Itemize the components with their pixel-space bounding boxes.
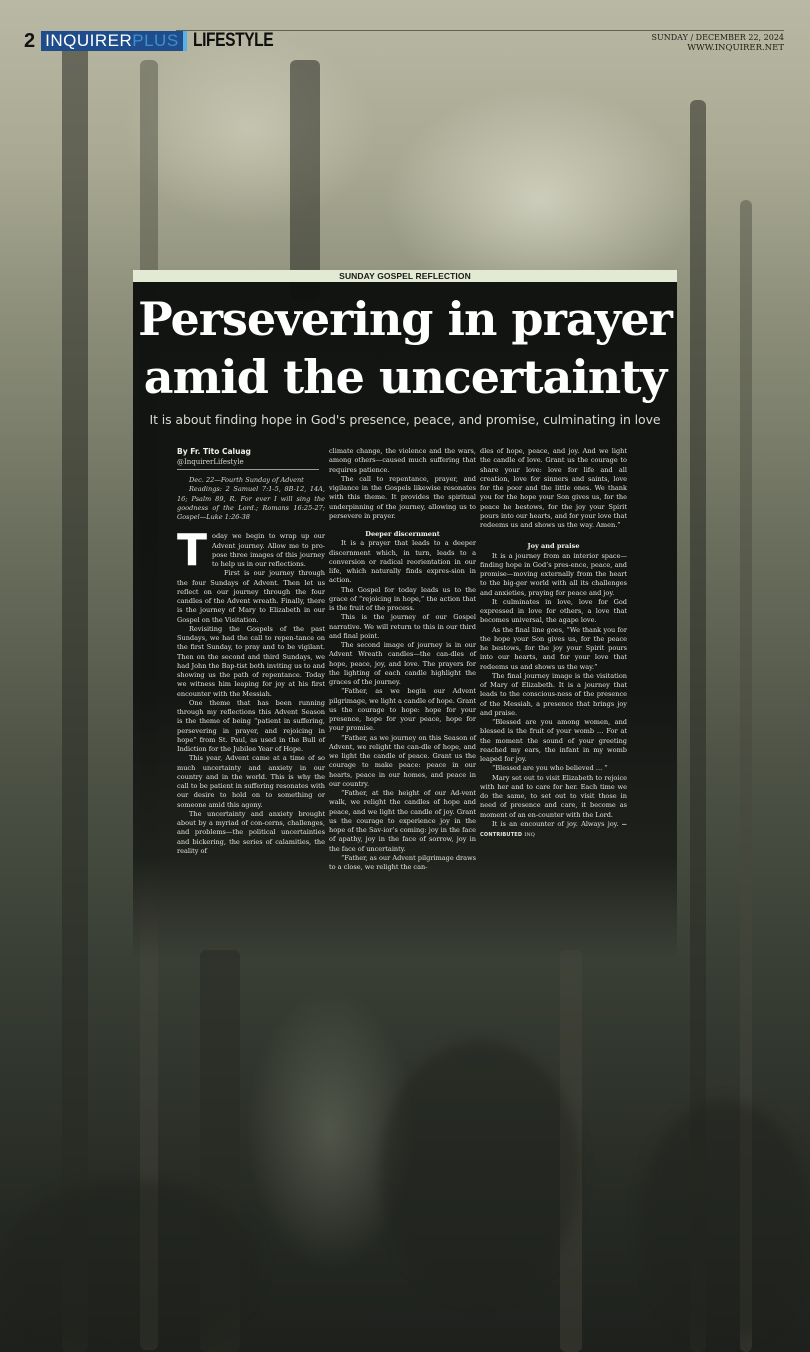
article-panel (133, 270, 677, 960)
paragraph: The final journey image is the visitation of Mary of Elizabeth. It is a journey that leads to the conscious-ness of the presence of the Messiah, a presence that brings joy and praise. (480, 671, 627, 717)
paragraph: oday we begin to wrap up our Advent journey. Allow me to pro-pose three images of this journey to help us in our reflections. (212, 532, 325, 568)
reading-list: Readings: 2 Samuel 7:1-5, 8B-12, 14A, 16; Psalm 89, R. For ever I will sing the goodness of the Lord.; Romans 16:25-27; Gospel—Luke 1:26-38 (177, 485, 325, 521)
paragraph: It is a prayer that leads to a deeper discernment which, in turn, leads to a conversion or radical reorientation in our life, which naturally finds expres-sion in action. (329, 539, 476, 585)
dateline (652, 32, 784, 54)
tree-trunk (290, 60, 320, 300)
subhead-deeper-discernment: Deeper discernment (365, 530, 440, 538)
paragraph: “Father, at the height of our Ad-vent walk, we relight the candles of hope and peace, and we light the candle of joy. Grant us the courage to experience joy in the hope of the Sav-ior’s coming: joy in the face of apathy, joy in the face of sorrow, joy in the face of uncertainty. (329, 789, 476, 853)
article-columns (177, 447, 627, 872)
reading-date: Dec. 22—Fourth Sunday of Advent (189, 476, 304, 484)
paragraph: One theme that has been running through my reflections this Advent Season is the theme of being “patient in suffering, persevering in prayer, and rejoicing in hope” from St. Paul, as used in the Bull of Indiction for the Jubilee Year of Hope. (177, 698, 325, 753)
paragraph: “Father, as our Advent pilgrimage draws to a close, we relight the can- (329, 853, 477, 871)
paragraph: The second image of journey is in our Advent Wreath candles—the can-dles of hope, peace, joy, and love. The prayers for the lighting of each candle highlight the graces of the journey. (329, 641, 476, 686)
column-1 (177, 447, 325, 872)
tree-trunk (62, 40, 88, 1352)
paragraph: It is a journey from an interior space—finding hope in God’s pres-ence, peace, and promise—moving externally from the heart to the big-ger world with all its challenges and anxieties, praying for peace and joy. (480, 551, 627, 597)
paragraph: The call to repentance, prayer, and vigilance in the Gospels likewise resonates with this theme. It provides the spiritual underpinning of the journey, allowing us to persevere in prayer. (329, 474, 476, 520)
paragraph: “Father, as we journey on this Season of Advent, we relight the can-dle of hope, and we light the candle of peace. Grant us the courage to make peace: peace in our hearts, peace in our homes, and peace in our country. (329, 733, 476, 788)
issue-date: SUNDAY / DECEMBER 22, 2024 (651, 33, 784, 42)
masthead (24, 30, 291, 52)
author-handle[interactable]: @InquirerLifestyle (177, 457, 319, 470)
paragraph: Mary set out to visit Elizabeth to rejoice with her and to care for her. Each time we do the same, to set out to visit those in need of presence and care, it become as moment of an en-counter with the Lord. (480, 773, 627, 819)
paragraph: dles of hope, peace, and joy. And we light the candle of love. Grant us the courage to share your love: love for life and all creation, love for sinners and saints, love for the poor and the little ones. We thank you for the hope your Son gives us, for the peace he bestows, for the joy your Spirit pours into our hearts, and for your love that redeems us and shows us the way. Amen.” (480, 447, 627, 529)
deck: It is about finding hope in God's presence, peace, and promise, culminating in love (149, 412, 661, 427)
kicker-bar (133, 270, 677, 282)
headline-line-2: amid the uncertainty (143, 350, 667, 404)
foliage (640, 1100, 810, 1340)
signoff: —CONTRIBUTED (480, 821, 627, 838)
headline-line-1: Persevering in prayer (138, 292, 672, 346)
kicker: SUNDAY GOSPEL REFLECTION (339, 271, 471, 281)
foliage (0, 1180, 260, 1352)
paragraph: This year, Advent came at a time of so much uncertainty and anxiety in our country and in the world. This is why the call to be patient in suffering resonates with our desire to hold on to something or someone amid this agony. (177, 754, 325, 809)
inquirer-plus-logo[interactable] (41, 31, 187, 51)
paragraph: As the final line goes, “We thank you for the hope your Son gives us, for the peace he bestows, for the joy your Spirit pours into our hearts, and for your love that redeems us and shows us the way.” (480, 625, 627, 671)
paragraph: This is the journey of our Gospel narrative. We will return to this in our third and final point. (329, 613, 476, 640)
paragraph: The uncertainty and anxiety brought about by a myriad of con-cerns, challenges, and problems—the political uncertainties and bickering, the series of calamities, the reality of (177, 809, 325, 855)
headline (133, 290, 677, 406)
paragraph: “Father, as we begin our Advent pilgrimage, we light a candle of hope. Grant us the courage to hope: hope for your presence, hope for your peace, hope for your promise. (329, 687, 476, 733)
byline: By Fr. Tito Caluag (177, 447, 251, 456)
subhead-joy-and-praise: Joy and praise (527, 542, 580, 551)
column-3 (480, 447, 627, 872)
foliage (380, 1040, 580, 1300)
paragraph: The Gospel for today leads us to the grace of “rejoicing in hope,” the action that is the fruit of the process. (329, 585, 476, 612)
paragraph: climate change, the violence and the wars, among others—caused much suffering that requires patience. (329, 447, 476, 474)
page-number: 2 (24, 30, 36, 52)
brand-plus: PLUS (132, 31, 179, 50)
paragraph: It culminates in love, love for God expressed in love for others, a love that becomes universal, the agape love. (480, 597, 627, 625)
closing-paragraph (480, 820, 627, 841)
brand-main: INQUIRER (45, 31, 133, 50)
paragraph: Revisiting the Gospels of the past Sundays, we had the call to repen-tance on the first Sunday, to pray and to be vigilant. Then on the second and third Sundays, we had John the Bap-tist both inviting us to and showing us the path of repentance. Today we witness him leaping for joy at his first encounter with the Messiah. (177, 624, 325, 698)
paragraph: First is our journey through the four Sundays of Advent. Then let us reflect on our journey through the four candles of the Advent wreath. Finally, there is the journey of Mary to Elizabeth in our Gospel on the Visitation. (177, 569, 325, 624)
column-2 (329, 447, 476, 872)
paragraph: “Blessed are you who believed … ” (492, 764, 608, 773)
website-link[interactable]: WWW.INQUIRER.NET (687, 43, 784, 53)
paragraph: “Blessed are you among women, and blessed is the fruit of your womb … For at the moment the sound of your greeting reached my ears, the infant in my womb leaped for joy. (480, 718, 627, 763)
signoff-tag: INQ (524, 832, 535, 838)
lead-paragraph (177, 525, 325, 577)
section-label: LIFESTYLE (192, 30, 273, 51)
drop-cap: T (177, 525, 208, 577)
closing-text: It is an encounter of joy. Always joy. (492, 819, 619, 828)
readings (177, 476, 325, 522)
